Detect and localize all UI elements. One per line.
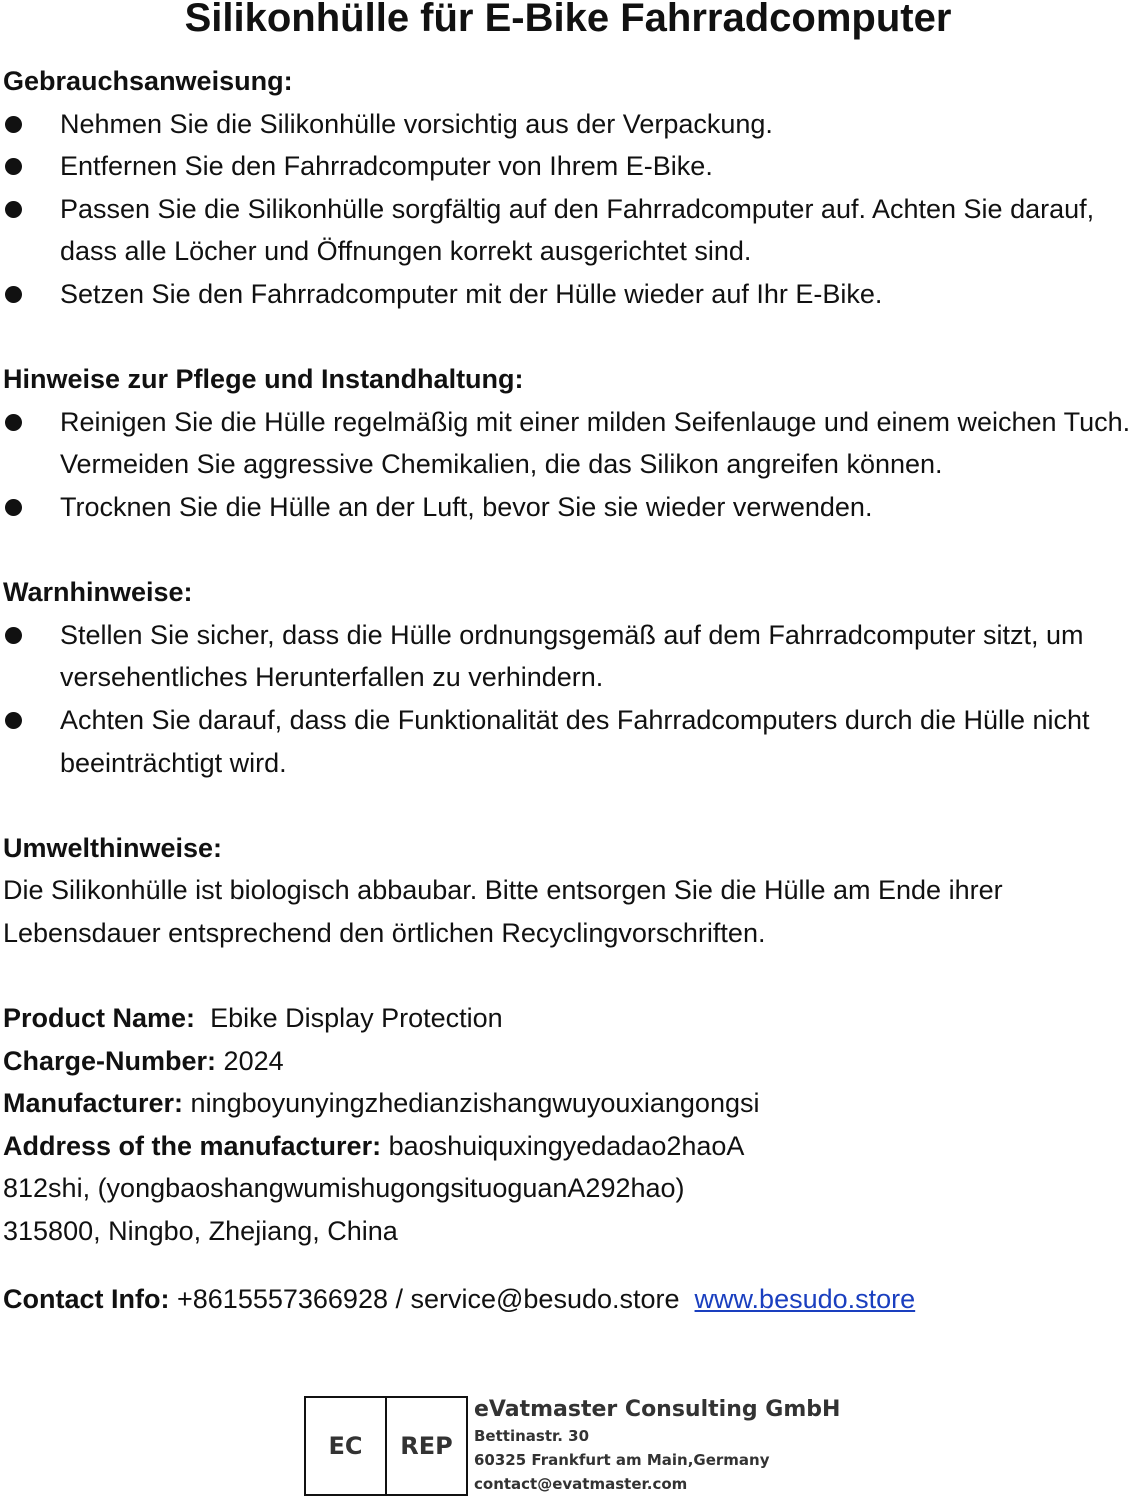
ec-rep-street: Bettinastr. 30 — [474, 1427, 590, 1445]
list-item: Passen Sie die Silikonhülle sorgfältig auf den Fahrradcomputer auf. Achten Sie darauf, dass alle Löcher und Öffnungen korrekt ausgerichtet sind. — [3, 188, 1136, 273]
list-item: Reinigen Sie die Hülle regelmäßig mit einer milden Seifenlauge und einem weichen Tuch. Vermeiden Sie aggressive Chemikalien, die das Silikon angreifen können. — [3, 401, 1136, 486]
manufacturer-value: ningboyunyingzhedianzishangwuyouxiangongsi — [190, 1088, 760, 1119]
warnings-list — [3, 614, 1136, 784]
bullet-icon — [5, 286, 22, 303]
ec-rep-symbol — [304, 1396, 468, 1496]
ec-rep-block — [304, 1396, 841, 1498]
address-line — [3, 1125, 1136, 1168]
section-heading-environment: Umwelthinweise: — [3, 832, 223, 863]
address-value-line3: 315800, Ningbo, Zhejiang, China — [3, 1216, 398, 1247]
bullet-icon — [5, 499, 22, 516]
list-item: Setzen Sie den Fahrradcomputer mit der Hülle wieder auf Ihr E-Bike. — [3, 273, 1136, 316]
bullet-icon — [5, 116, 22, 133]
list-item: Trocknen Sie die Hülle an der Luft, bevor Sie sie wieder verwenden. — [3, 486, 1136, 529]
ec-rep-email: contact@evatmaster.com — [474, 1475, 688, 1493]
bullet-icon — [5, 201, 22, 218]
contact-phone-email: +8615557366928 / service@besudo.store — [177, 1283, 680, 1314]
list-item: Stellen Sie sicher, dass die Hülle ordnungsgemäß auf dem Fahrradcomputer sitzt, um versehentliches Herunterfallen zu verhindern. — [3, 614, 1136, 699]
section-heading-warnings: Warnhinweise: — [3, 577, 193, 608]
contact-line — [3, 1278, 1136, 1321]
bullet-icon — [5, 712, 22, 729]
document-body — [3, 60, 1136, 1320]
address-value-line2: 812shi, (yongbaoshangwumishugongsituoguanA292hao) — [3, 1173, 685, 1204]
document-title: Silikonhülle für E-Bike Fahrradcomputer — [184, 0, 952, 40]
ec-rep-address — [474, 1396, 840, 1496]
ec-label: EC — [306, 1398, 387, 1494]
section-heading-care: Hinweise zur Pflege und Instandhaltung: — [3, 364, 524, 395]
rep-label: REP — [400, 1432, 453, 1460]
list-item: Nehmen Sie die Silikonhülle vorsichtig aus der Verpackung. — [3, 103, 1136, 146]
address-value-line1: baoshuiquxingyedadao2haoA — [388, 1130, 745, 1161]
section-heading-usage: Gebrauchsanweisung: — [3, 66, 293, 96]
address-label: Address of the manufacturer: — [3, 1130, 382, 1161]
charge-number-label: Charge-Number: — [3, 1045, 217, 1076]
website-link[interactable]: www.besudo.store — [694, 1283, 916, 1314]
environment-text: Die Silikonhülle ist biologisch abbaubar. Bitte entsorgen Sie die Hülle am Ende ihrer Lebensdauer entsprechend den örtlichen Recyclingvorschriften. — [3, 875, 1003, 948]
care-list — [3, 401, 1136, 529]
list-item: Achten Sie darauf, dass die Funktionalität des Fahrradcomputers durch die Hülle nicht beeinträchtigt wird. — [3, 699, 1136, 784]
list-item: Entfernen Sie den Fahrradcomputer von Ihrem E-Bike. — [3, 145, 1136, 188]
manufacturer-label: Manufacturer: — [3, 1088, 184, 1119]
charge-number-value: 2024 — [223, 1045, 284, 1076]
usage-list — [3, 103, 1136, 316]
ec-rep-city: 60325 Frankfurt am Main,Germany — [474, 1451, 770, 1469]
contact-label: Contact Info: — [3, 1283, 170, 1314]
ec-rep-company: eVatmaster Consulting GmbH — [474, 1397, 841, 1422]
charge-number-line — [3, 1040, 1136, 1083]
bullet-icon — [5, 158, 22, 175]
manufacturer-line — [3, 1082, 1136, 1125]
bullet-icon — [5, 627, 22, 644]
product-name-value: Ebike Display Protection — [210, 1003, 503, 1034]
product-name-label: Product Name: — [3, 1003, 196, 1034]
bullet-icon — [5, 414, 22, 431]
product-name-line — [3, 997, 1136, 1040]
